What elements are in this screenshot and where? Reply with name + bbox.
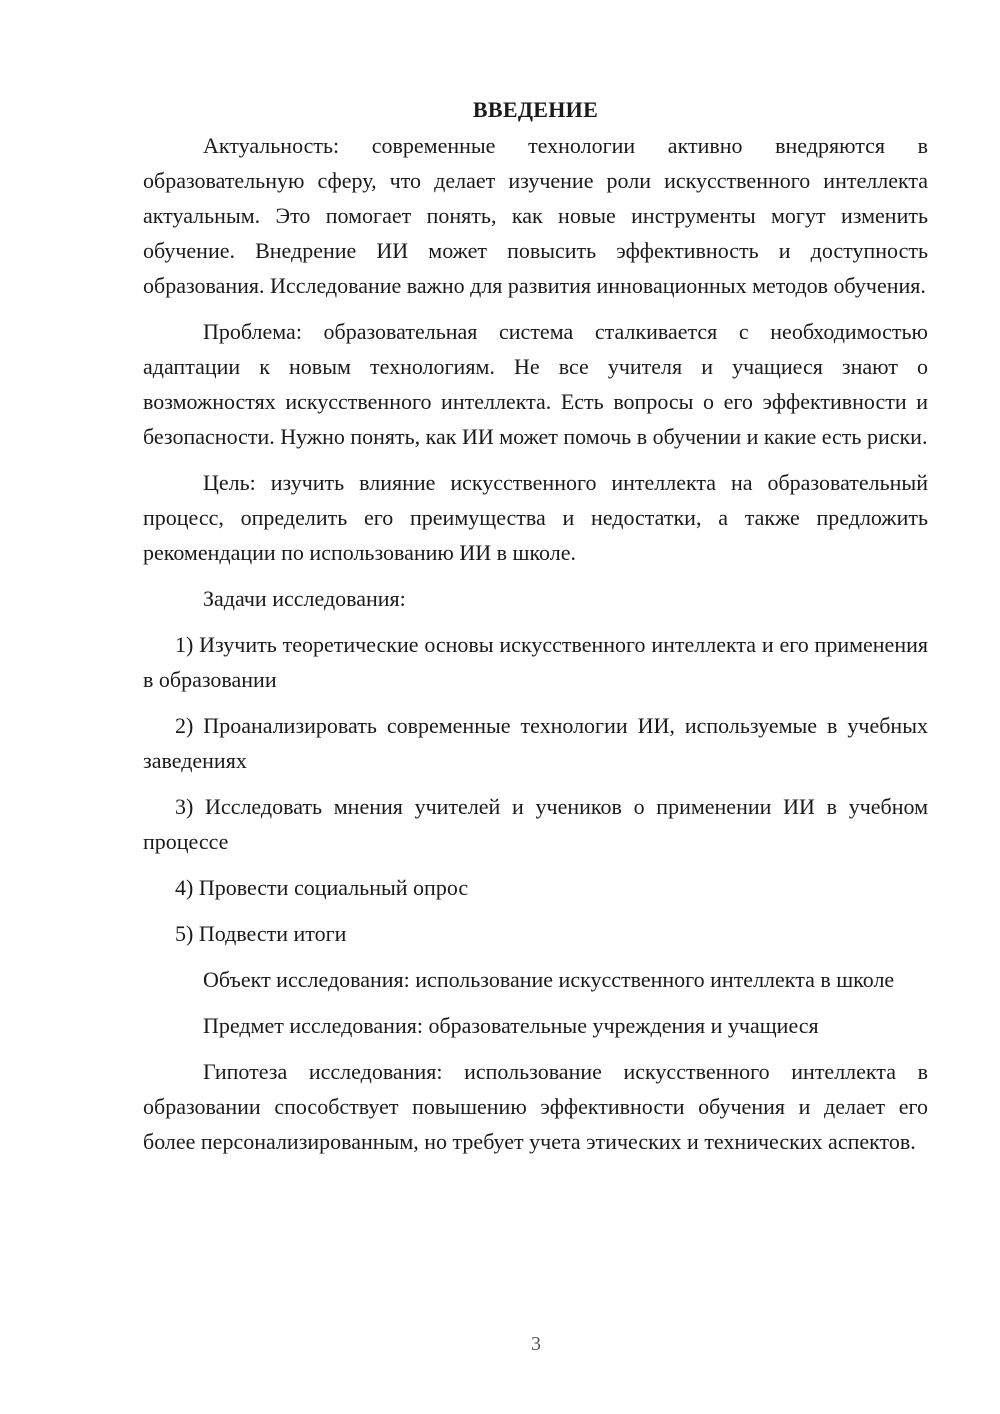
subject-paragraph: Предмет исследования: образовательные учреждения и учащиеся xyxy=(203,1013,819,1038)
task-item-2: 2) Проанализировать современные технологии ИИ, используемые в учебных заведениях xyxy=(143,713,928,773)
tasks-heading: Задачи исследования: xyxy=(203,586,406,611)
object-paragraph: Объект исследования: использование искусственного интеллекта в школе xyxy=(203,967,895,992)
hypothesis-paragraph: Гипотеза исследования: использование искусственного интеллекта в образовании способствует повышению эффективности обучения и делает его более персонализированным, но требует учета этических и технических аспектов. xyxy=(143,1059,928,1154)
goal-paragraph: Цель: изучить влияние искусственного интеллекта на образовательный процесс, определить его преимущества и недостатки, а также предложить рекомендации по использованию ИИ в школе. xyxy=(143,470,928,565)
task-item-4: 4) Провести социальный опрос xyxy=(175,875,469,900)
task-item-5: 5) Подвести итоги xyxy=(175,921,347,946)
page-content xyxy=(143,92,928,1170)
relevance-paragraph: Актуальность: современные технологии активно внедряются в образовательную сферу, что делает изучение роли искусственного интеллекта актуальным. Это помогает понять, как новые инструменты могут изменить обучение. Внедрение ИИ может повысить эффективность и доступность образования. Исследование важно для развития инновационных методов обучения. xyxy=(143,133,928,298)
task-item-3: 3) Исследовать мнения учителей и учеников о применении ИИ в учебном процессе xyxy=(143,794,928,854)
section-title: ВВЕДЕНИЕ xyxy=(472,97,599,122)
page-number: 3 xyxy=(531,1333,541,1355)
task-item-1: 1) Изучить теоретические основы искусственного интеллекта и его применения в образовании xyxy=(143,632,928,692)
problem-paragraph: Проблема: образовательная система сталкивается с необходимостью адаптации к новым технологиям. Не все учителя и учащиеся знают о возможностях искусственного интеллекта. Есть вопросы о его эффективности и безопасности. Нужно понять, как ИИ может помочь в обучении и какие есть риски. xyxy=(143,319,928,449)
